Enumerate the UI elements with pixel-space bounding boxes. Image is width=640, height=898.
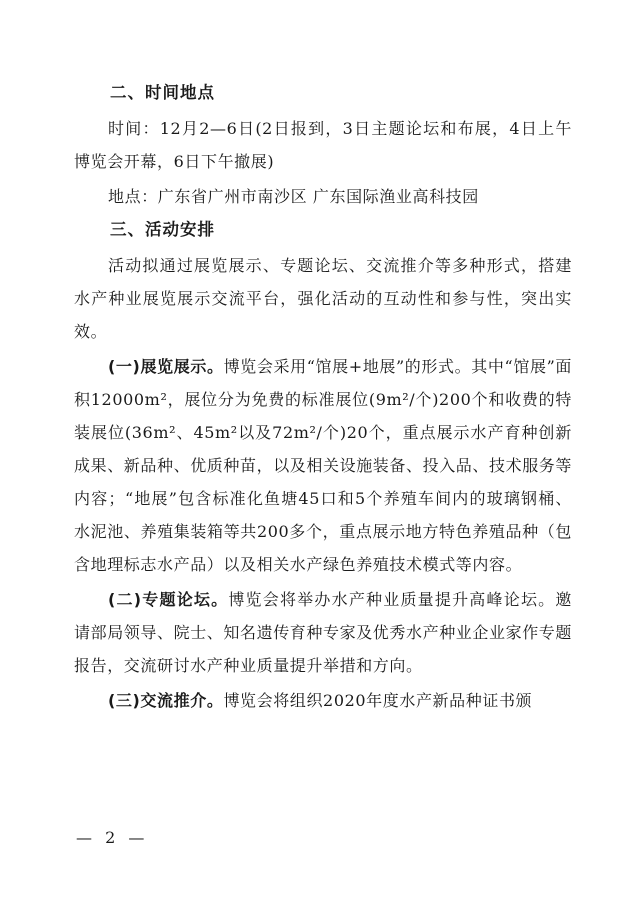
heading-activities: 三、活动安排: [110, 220, 215, 239]
activities-intro-paragraph: 活动拟通过展览展示、专题论坛、交流推介等多种形式，搭建水产种业展览展示交流平台，强化活动的互动性和参与性，突出实效。: [74, 256, 572, 341]
forum-paragraph: [74, 583, 572, 682]
promotion-paragraph: [74, 684, 572, 717]
promotion-lead: (三)交流推介。: [108, 691, 224, 710]
place-paragraph: 地点：广东省广州市南沙区 广东国际渔业高科技园: [108, 187, 479, 206]
exhibition-body: 博览会采用“馆展+地展”的形式。其中“馆展”面积12000m²，展位分为免费的标准展位(9m²/个)200个和收费的特装展位(36m²、45m²以及72m²/个)20个，重点展示水产育种创新成果、新品种、优质种苗，以及相关设施装备、投入品、技术服务等内容；“地展”包含标准化鱼塘45口和5个养殖车间内的玻璃钢桶、水泥池、养殖集装箱等共200多个，重点展示地方特色养殖品种（包含地理标志水产品）以及相关水产绿色养殖技术模式等内容。: [74, 357, 573, 574]
heading-time-place: 二、时间地点: [110, 83, 215, 102]
promotion-body: 博览会将组织2020年度水产新品种证书颁: [223, 691, 533, 710]
forum-lead: (二)专题论坛。: [108, 590, 229, 609]
exhibition-paragraph: [74, 350, 572, 581]
exhibition-lead: (一)展览展示。: [108, 357, 224, 376]
forum-body: 博览会将举办水产种业质量提升高峰论坛。邀请部局领导、院士、知名遗传育种专家及优秀水产种业企业家作专题报告，交流研讨水产种业质量提升举措和方向。: [74, 590, 573, 675]
document-body: [74, 78, 572, 719]
time-paragraph: 时间：12月2—6日(2日报到，3日主题论坛和布展，4日上午博览会开幕，6日下午撤展): [74, 119, 572, 171]
page-number: — 2 —: [76, 828, 149, 847]
